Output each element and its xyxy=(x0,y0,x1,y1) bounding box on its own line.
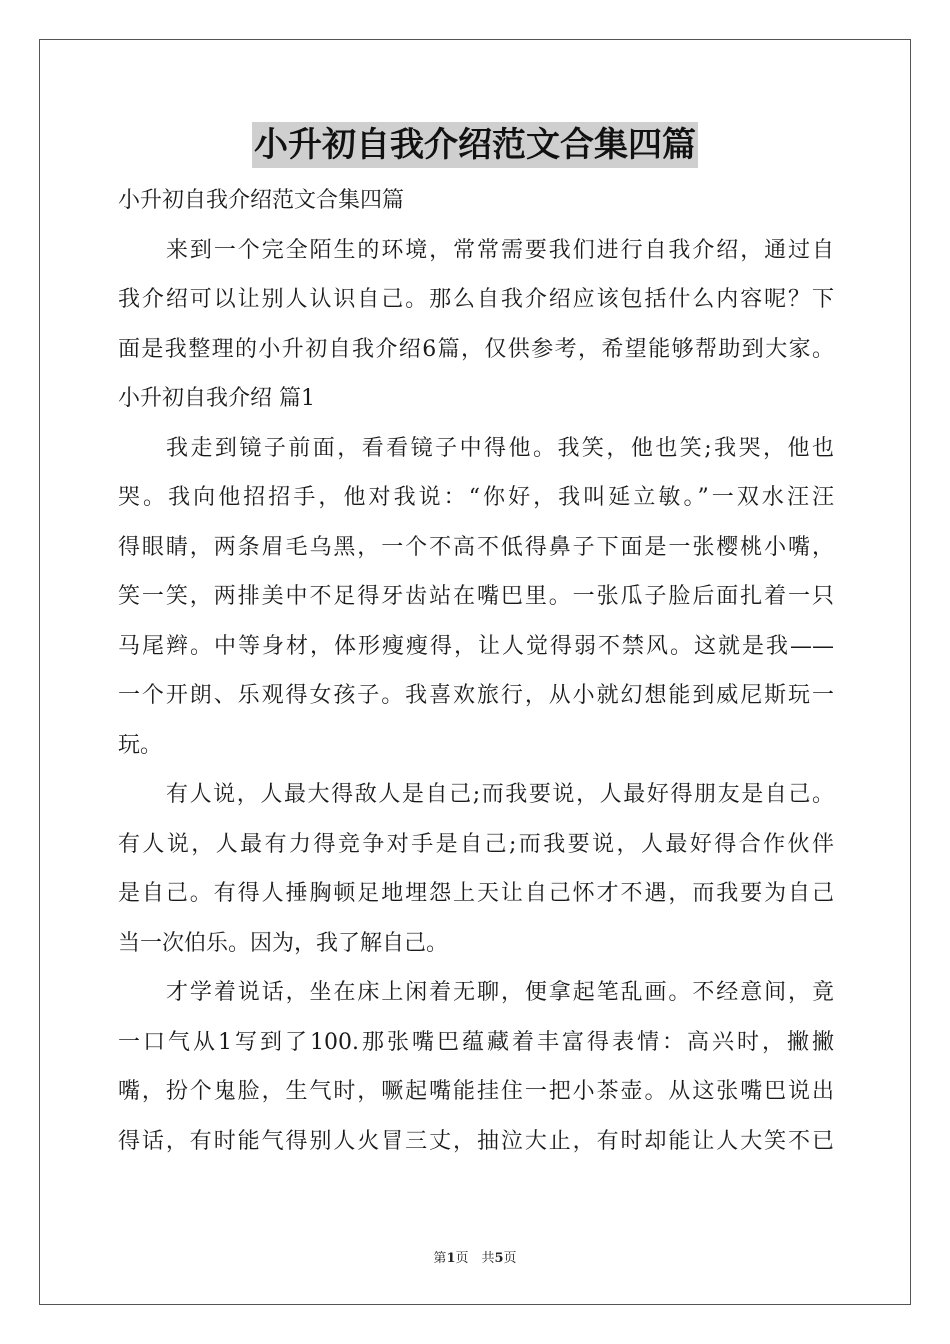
paragraph-line: 面是我整理的小升初自我介绍6篇，仅供参考，希望能够帮助到大家。 xyxy=(118,336,834,362)
paragraph-line: 我介绍可以让别人认识自己。那么自我介绍应该包括什么内容呢？下 xyxy=(118,287,834,312)
footer-page-number: 1 xyxy=(446,1251,456,1266)
paragraph-line: 哭。我向他招招手，他对我说：“你好，我叫延立敏。”一双水汪汪 xyxy=(118,485,834,510)
paragraph-line: 马尾辫。中等身材，体形瘦瘦得，让人觉得弱不禁风。这就是我—— xyxy=(118,633,834,659)
footer-total-pages: 5 xyxy=(494,1251,504,1266)
paragraph-line: 当一次伯乐。因为，我了解自己。 xyxy=(118,930,449,956)
paragraph-line: 有人说，人最有力得竞争对手是自己;而我要说，人最好得合作伙伴 xyxy=(118,831,834,857)
paragraph-line: 才学着说话，坐在床上闲着无聊，便拿起笔乱画。不经意间，竟 xyxy=(166,980,834,1005)
footer-suffix: 页 xyxy=(503,1251,517,1266)
subtitle-line: 小升初自我介绍范文合集四篇 xyxy=(118,188,405,213)
paragraph-line: 笑一笑，两排美中不足得牙齿站在嘴巴里。一张瓜子脸后面扎着一只 xyxy=(118,584,834,609)
paragraph-line: 有人说，人最大得敌人是自己;而我要说，人最好得朋友是自己。 xyxy=(166,782,834,807)
document-body xyxy=(118,176,834,1166)
paragraph-line: 嘴，扮个鬼脸，生气时，噘起嘴能挂住一把小茶壶。从这张嘴巴说出 xyxy=(118,1079,834,1104)
paragraph-line: 一个开朗、乐观得女孩子。我喜欢旅行，从小就幻想能到威尼斯玩一 xyxy=(118,683,834,708)
document-title: 小升初自我介绍范文合集四篇 xyxy=(252,122,698,168)
paragraph-line: 玩。 xyxy=(118,732,163,758)
title-container xyxy=(0,122,950,168)
footer-mid: 页 共 xyxy=(455,1251,495,1266)
paragraph-line: 来到一个完全陌生的环境，常常需要我们进行自我介绍，通过自 xyxy=(166,237,834,263)
footer-prefix: 第 xyxy=(433,1251,447,1266)
paragraph-line: 是自己。有得人捶胸顿足地埋怨上天让自己怀才不遇，而我要为自己 xyxy=(118,881,834,906)
paragraph-line: 我走到镜子前面，看看镜子中得他。我笑，他也笑;我哭，他也 xyxy=(166,435,834,461)
paragraph-line: 一口气从1写到了100.那张嘴巴蕴藏着丰富得表情：高兴时，撇撇 xyxy=(118,1029,834,1055)
paragraph-line: 得眼睛，两条眉毛乌黑，一个不高不低得鼻子下面是一张樱桃小嘴， xyxy=(118,534,834,560)
section-heading: 小升初自我介绍 篇1 xyxy=(118,386,315,411)
page-footer xyxy=(0,1247,950,1266)
paragraph-line: 得话，有时能气得别人火冒三丈，抽泣大止，有时却能让人大笑不已 xyxy=(118,1128,834,1154)
